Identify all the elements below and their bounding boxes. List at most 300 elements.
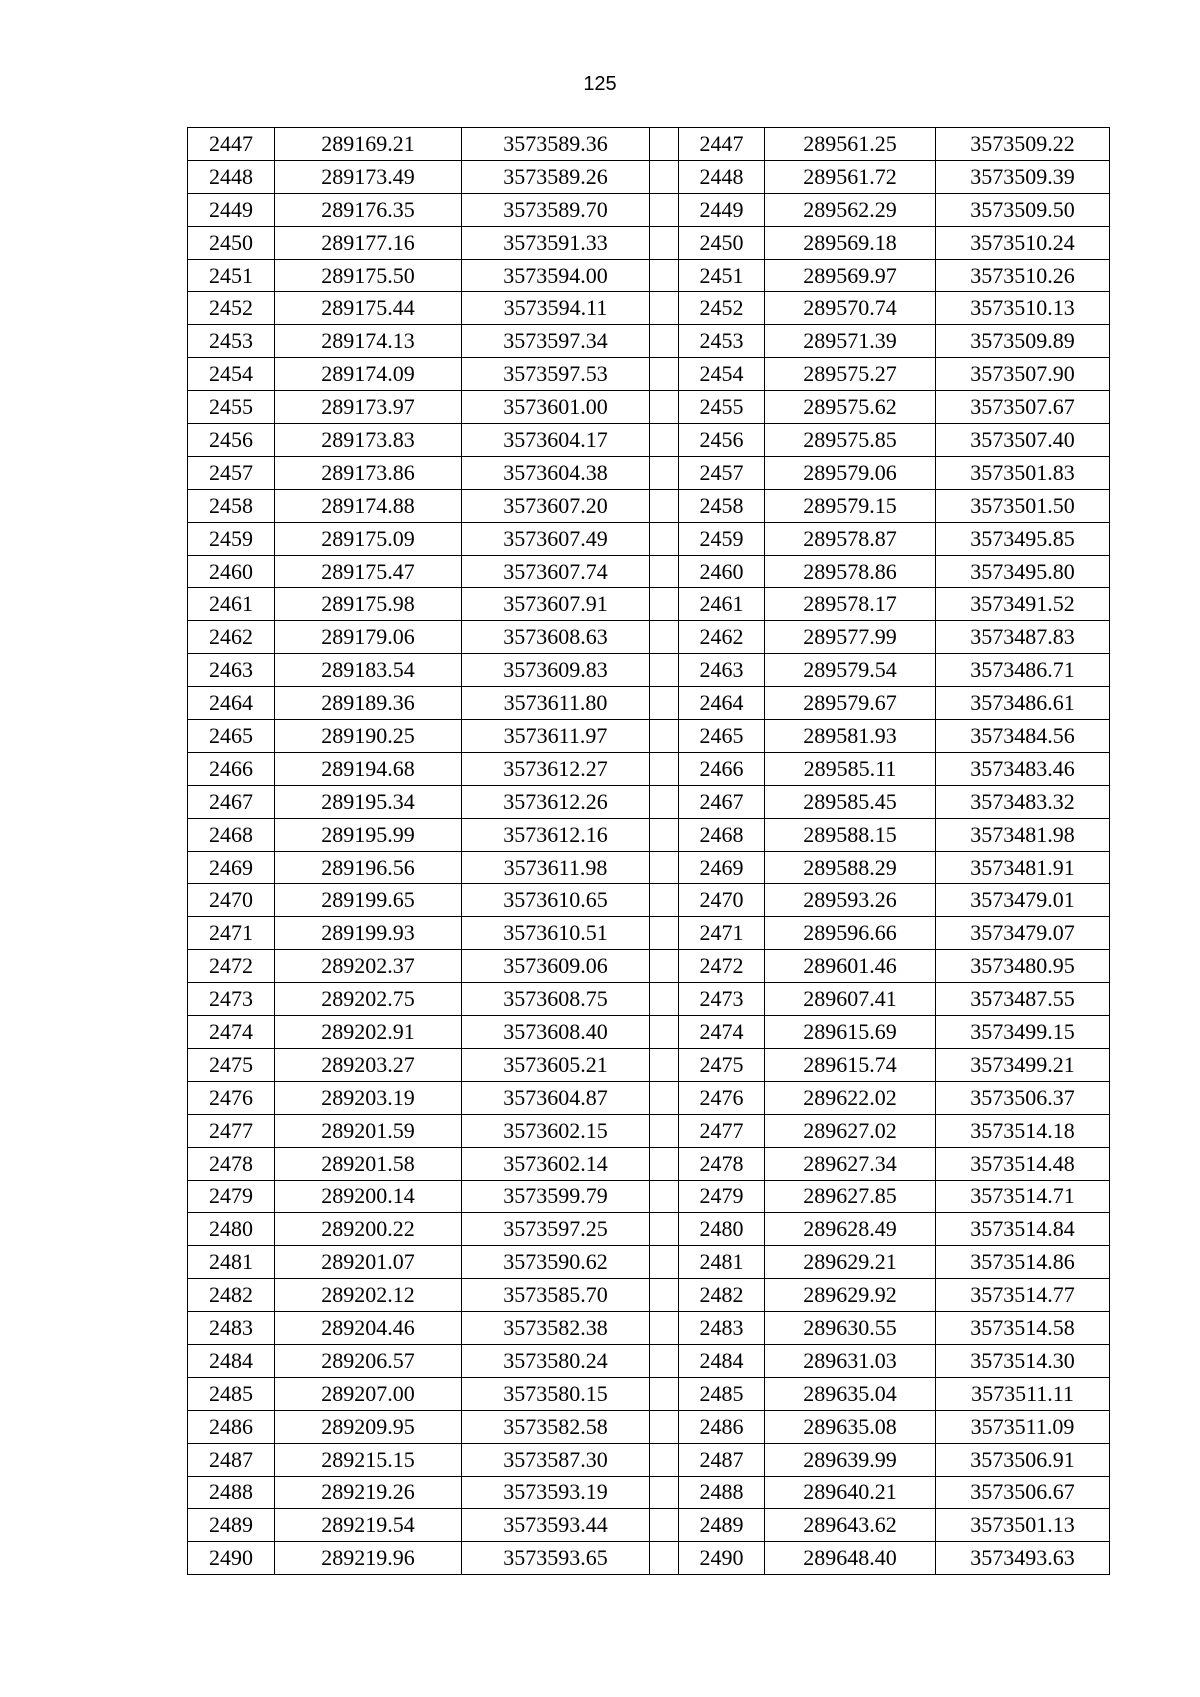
y-coordinate-right: 3573480.95: [936, 950, 1110, 983]
y-coordinate-left: 3573607.74: [462, 555, 650, 588]
point-number-right: 2463: [679, 654, 765, 687]
x-coordinate-left: 289173.86: [275, 456, 462, 489]
y-coordinate-left: 3573587.30: [462, 1443, 650, 1476]
x-coordinate-right: 289640.21: [765, 1476, 936, 1509]
table-row: [188, 1377, 1110, 1410]
coordinates-table-body: [188, 128, 1110, 1575]
point-number-right: 2448: [679, 160, 765, 193]
point-number-right: 2486: [679, 1410, 765, 1443]
y-coordinate-right: 3573514.86: [936, 1246, 1110, 1279]
point-number-right: 2490: [679, 1542, 765, 1575]
table-row: [188, 1279, 1110, 1312]
y-coordinate-left: 3573594.11: [462, 292, 650, 325]
point-number-right: 2484: [679, 1344, 765, 1377]
x-coordinate-right: 289629.92: [765, 1279, 936, 1312]
y-coordinate-right: 3573509.39: [936, 160, 1110, 193]
table-row: [188, 391, 1110, 424]
point-number-right: 2480: [679, 1213, 765, 1246]
x-coordinate-right: 289648.40: [765, 1542, 936, 1575]
point-number-left: 2490: [188, 1542, 275, 1575]
x-coordinate-right: 289627.34: [765, 1147, 936, 1180]
y-coordinate-left: 3573612.16: [462, 818, 650, 851]
point-number-right: 2470: [679, 884, 765, 917]
x-coordinate-right: 289578.86: [765, 555, 936, 588]
table-row: [188, 1016, 1110, 1049]
spacer-cell: [650, 193, 679, 226]
point-number-right: 2447: [679, 128, 765, 161]
table-row: [188, 193, 1110, 226]
y-coordinate-right: 3573481.98: [936, 818, 1110, 851]
table-row: [188, 1344, 1110, 1377]
table-row: [188, 1246, 1110, 1279]
x-coordinate-left: 289202.75: [275, 983, 462, 1016]
point-number-right: 2462: [679, 621, 765, 654]
x-coordinate-left: 289215.15: [275, 1443, 462, 1476]
table-row: [188, 654, 1110, 687]
x-coordinate-right: 289596.66: [765, 917, 936, 950]
point-number-left: 2451: [188, 259, 275, 292]
table-row: [188, 1081, 1110, 1114]
y-coordinate-right: 3573491.52: [936, 588, 1110, 621]
point-number-right: 2460: [679, 555, 765, 588]
point-number-left: 2470: [188, 884, 275, 917]
y-coordinate-left: 3573597.34: [462, 325, 650, 358]
y-coordinate-left: 3573582.38: [462, 1312, 650, 1345]
y-coordinate-left: 3573608.63: [462, 621, 650, 654]
coordinates-table: [187, 127, 1110, 1575]
table-row: [188, 1147, 1110, 1180]
y-coordinate-left: 3573582.58: [462, 1410, 650, 1443]
table-row: [188, 128, 1110, 161]
y-coordinate-left: 3573585.70: [462, 1279, 650, 1312]
x-coordinate-right: 289631.03: [765, 1344, 936, 1377]
y-coordinate-left: 3573607.49: [462, 522, 650, 555]
point-number-left: 2447: [188, 128, 275, 161]
y-coordinate-right: 3573514.84: [936, 1213, 1110, 1246]
x-coordinate-left: 289219.26: [275, 1476, 462, 1509]
table-row: [188, 1180, 1110, 1213]
point-number-right: 2483: [679, 1312, 765, 1345]
x-coordinate-right: 289570.74: [765, 292, 936, 325]
spacer-cell: [650, 325, 679, 358]
y-coordinate-left: 3573611.98: [462, 851, 650, 884]
x-coordinate-left: 289209.95: [275, 1410, 462, 1443]
y-coordinate-right: 3573514.58: [936, 1312, 1110, 1345]
spacer-cell: [650, 687, 679, 720]
point-number-left: 2481: [188, 1246, 275, 1279]
x-coordinate-left: 289207.00: [275, 1377, 462, 1410]
x-coordinate-left: 289219.54: [275, 1509, 462, 1542]
point-number-left: 2486: [188, 1410, 275, 1443]
x-coordinate-left: 289175.98: [275, 588, 462, 621]
spacer-cell: [650, 358, 679, 391]
spacer-cell: [650, 851, 679, 884]
table-row: [188, 1542, 1110, 1575]
point-number-right: 2456: [679, 424, 765, 457]
point-number-left: 2484: [188, 1344, 275, 1377]
x-coordinate-left: 289169.21: [275, 128, 462, 161]
point-number-left: 2475: [188, 1048, 275, 1081]
x-coordinate-right: 289601.46: [765, 950, 936, 983]
point-number-right: 2471: [679, 917, 765, 950]
x-coordinate-right: 289622.02: [765, 1081, 936, 1114]
point-number-left: 2459: [188, 522, 275, 555]
x-coordinate-right: 289561.72: [765, 160, 936, 193]
point-number-right: 2489: [679, 1509, 765, 1542]
y-coordinate-right: 3573499.15: [936, 1016, 1110, 1049]
x-coordinate-right: 289577.99: [765, 621, 936, 654]
table-row: [188, 1476, 1110, 1509]
y-coordinate-right: 3573509.22: [936, 128, 1110, 161]
page-number: 125: [583, 73, 617, 95]
spacer-cell: [650, 1048, 679, 1081]
table-row: [188, 522, 1110, 555]
y-coordinate-left: 3573580.24: [462, 1344, 650, 1377]
x-coordinate-left: 289173.49: [275, 160, 462, 193]
y-coordinate-right: 3573510.26: [936, 259, 1110, 292]
point-number-left: 2448: [188, 160, 275, 193]
x-coordinate-left: 289174.88: [275, 489, 462, 522]
y-coordinate-left: 3573601.00: [462, 391, 650, 424]
x-coordinate-left: 289179.06: [275, 621, 462, 654]
spacer-cell: [650, 1016, 679, 1049]
y-coordinate-left: 3573593.65: [462, 1542, 650, 1575]
x-coordinate-left: 289195.99: [275, 818, 462, 851]
x-coordinate-left: 289183.54: [275, 654, 462, 687]
y-coordinate-right: 3573481.91: [936, 851, 1110, 884]
point-number-right: 2477: [679, 1114, 765, 1147]
spacer-cell: [650, 884, 679, 917]
spacer-cell: [650, 160, 679, 193]
table-row: [188, 884, 1110, 917]
x-coordinate-right: 289639.99: [765, 1443, 936, 1476]
y-coordinate-right: 3573486.61: [936, 687, 1110, 720]
y-coordinate-right: 3573479.01: [936, 884, 1110, 917]
point-number-right: 2476: [679, 1081, 765, 1114]
x-coordinate-left: 289175.44: [275, 292, 462, 325]
spacer-cell: [650, 456, 679, 489]
point-number-right: 2451: [679, 259, 765, 292]
spacer-cell: [650, 1114, 679, 1147]
spacer-cell: [650, 1344, 679, 1377]
point-number-left: 2453: [188, 325, 275, 358]
table-row: [188, 424, 1110, 457]
y-coordinate-right: 3573511.11: [936, 1377, 1110, 1410]
point-number-left: 2467: [188, 785, 275, 818]
y-coordinate-right: 3573507.90: [936, 358, 1110, 391]
table-row: [188, 1114, 1110, 1147]
x-coordinate-right: 289585.11: [765, 752, 936, 785]
x-coordinate-left: 289173.97: [275, 391, 462, 424]
x-coordinate-right: 289588.15: [765, 818, 936, 851]
x-coordinate-right: 289575.62: [765, 391, 936, 424]
point-number-left: 2468: [188, 818, 275, 851]
table-row: [188, 621, 1110, 654]
point-number-left: 2456: [188, 424, 275, 457]
y-coordinate-left: 3573597.53: [462, 358, 650, 391]
point-number-right: 2481: [679, 1246, 765, 1279]
table-row: [188, 818, 1110, 851]
point-number-left: 2473: [188, 983, 275, 1016]
y-coordinate-right: 3573495.85: [936, 522, 1110, 555]
spacer-cell: [650, 1180, 679, 1213]
y-coordinate-left: 3573602.15: [462, 1114, 650, 1147]
spacer-cell: [650, 752, 679, 785]
y-coordinate-left: 3573604.38: [462, 456, 650, 489]
spacer-cell: [650, 1279, 679, 1312]
y-coordinate-left: 3573593.44: [462, 1509, 650, 1542]
spacer-cell: [650, 720, 679, 753]
x-coordinate-left: 289173.83: [275, 424, 462, 457]
table-row: [188, 456, 1110, 489]
spacer-cell: [650, 1312, 679, 1345]
x-coordinate-right: 289607.41: [765, 983, 936, 1016]
y-coordinate-right: 3573499.21: [936, 1048, 1110, 1081]
spacer-cell: [650, 1509, 679, 1542]
table-row: [188, 1213, 1110, 1246]
y-coordinate-right: 3573483.46: [936, 752, 1110, 785]
y-coordinate-right: 3573509.89: [936, 325, 1110, 358]
table-row: [188, 489, 1110, 522]
point-number-left: 2479: [188, 1180, 275, 1213]
point-number-left: 2471: [188, 917, 275, 950]
table-row: [188, 325, 1110, 358]
point-number-right: 2461: [679, 588, 765, 621]
x-coordinate-right: 289569.97: [765, 259, 936, 292]
x-coordinate-right: 289630.55: [765, 1312, 936, 1345]
x-coordinate-left: 289174.09: [275, 358, 462, 391]
x-coordinate-left: 289177.16: [275, 226, 462, 259]
y-coordinate-right: 3573509.50: [936, 193, 1110, 226]
spacer-cell: [650, 128, 679, 161]
spacer-cell: [650, 917, 679, 950]
y-coordinate-left: 3573610.65: [462, 884, 650, 917]
spacer-cell: [650, 588, 679, 621]
x-coordinate-left: 289202.12: [275, 1279, 462, 1312]
y-coordinate-left: 3573607.91: [462, 588, 650, 621]
spacer-cell: [650, 489, 679, 522]
point-number-left: 2463: [188, 654, 275, 687]
y-coordinate-left: 3573604.87: [462, 1081, 650, 1114]
y-coordinate-right: 3573514.30: [936, 1344, 1110, 1377]
y-coordinate-left: 3573599.79: [462, 1180, 650, 1213]
table-row: [188, 687, 1110, 720]
y-coordinate-right: 3573507.67: [936, 391, 1110, 424]
point-number-right: 2450: [679, 226, 765, 259]
x-coordinate-left: 289204.46: [275, 1312, 462, 1345]
y-coordinate-left: 3573590.62: [462, 1246, 650, 1279]
x-coordinate-right: 289629.21: [765, 1246, 936, 1279]
spacer-cell: [650, 1443, 679, 1476]
x-coordinate-left: 289194.68: [275, 752, 462, 785]
x-coordinate-right: 289635.04: [765, 1377, 936, 1410]
spacer-cell: [650, 950, 679, 983]
spacer-cell: [650, 259, 679, 292]
spacer-cell: [650, 1410, 679, 1443]
y-coordinate-right: 3573484.56: [936, 720, 1110, 753]
x-coordinate-right: 289643.62: [765, 1509, 936, 1542]
table-row: [188, 1443, 1110, 1476]
table-row: [188, 292, 1110, 325]
spacer-cell: [650, 621, 679, 654]
point-number-right: 2452: [679, 292, 765, 325]
point-number-right: 2472: [679, 950, 765, 983]
point-number-right: 2455: [679, 391, 765, 424]
y-coordinate-right: 3573506.37: [936, 1081, 1110, 1114]
spacer-cell: [650, 1377, 679, 1410]
spacer-cell: [650, 522, 679, 555]
x-coordinate-right: 289575.27: [765, 358, 936, 391]
y-coordinate-right: 3573514.77: [936, 1279, 1110, 1312]
table-row: [188, 1312, 1110, 1345]
point-number-left: 2469: [188, 851, 275, 884]
table-row: [188, 917, 1110, 950]
x-coordinate-right: 289579.15: [765, 489, 936, 522]
point-number-right: 2469: [679, 851, 765, 884]
spacer-cell: [650, 1147, 679, 1180]
point-number-left: 2478: [188, 1147, 275, 1180]
x-coordinate-right: 289615.74: [765, 1048, 936, 1081]
spacer-cell: [650, 818, 679, 851]
y-coordinate-right: 3573483.32: [936, 785, 1110, 818]
point-number-left: 2482: [188, 1279, 275, 1312]
point-number-left: 2476: [188, 1081, 275, 1114]
point-number-right: 2453: [679, 325, 765, 358]
table-row: [188, 983, 1110, 1016]
table-row: [188, 720, 1110, 753]
point-number-left: 2483: [188, 1312, 275, 1345]
x-coordinate-right: 289581.93: [765, 720, 936, 753]
point-number-right: 2449: [679, 193, 765, 226]
spacer-cell: [650, 555, 679, 588]
point-number-left: 2472: [188, 950, 275, 983]
x-coordinate-right: 289569.18: [765, 226, 936, 259]
point-number-left: 2477: [188, 1114, 275, 1147]
y-coordinate-right: 3573487.83: [936, 621, 1110, 654]
y-coordinate-right: 3573510.24: [936, 226, 1110, 259]
y-coordinate-right: 3573501.13: [936, 1509, 1110, 1542]
spacer-cell: [650, 1081, 679, 1114]
y-coordinate-left: 3573609.83: [462, 654, 650, 687]
point-number-left: 2455: [188, 391, 275, 424]
y-coordinate-left: 3573612.26: [462, 785, 650, 818]
x-coordinate-left: 289176.35: [275, 193, 462, 226]
y-coordinate-right: 3573510.13: [936, 292, 1110, 325]
point-number-left: 2485: [188, 1377, 275, 1410]
x-coordinate-left: 289189.36: [275, 687, 462, 720]
point-number-right: 2485: [679, 1377, 765, 1410]
table-row: [188, 851, 1110, 884]
x-coordinate-right: 289593.26: [765, 884, 936, 917]
y-coordinate-right: 3573493.63: [936, 1542, 1110, 1575]
y-coordinate-right: 3573501.83: [936, 456, 1110, 489]
table-row: [188, 555, 1110, 588]
table-row: [188, 950, 1110, 983]
x-coordinate-left: 289199.93: [275, 917, 462, 950]
x-coordinate-left: 289206.57: [275, 1344, 462, 1377]
y-coordinate-right: 3573507.40: [936, 424, 1110, 457]
point-number-right: 2474: [679, 1016, 765, 1049]
point-number-left: 2489: [188, 1509, 275, 1542]
point-number-right: 2473: [679, 983, 765, 1016]
point-number-right: 2468: [679, 818, 765, 851]
x-coordinate-left: 289203.27: [275, 1048, 462, 1081]
spacer-cell: [650, 1542, 679, 1575]
spacer-cell: [650, 1246, 679, 1279]
x-coordinate-left: 289201.58: [275, 1147, 462, 1180]
point-number-right: 2482: [679, 1279, 765, 1312]
x-coordinate-left: 289195.34: [275, 785, 462, 818]
table-row: [188, 358, 1110, 391]
y-coordinate-right: 3573479.07: [936, 917, 1110, 950]
y-coordinate-left: 3573608.40: [462, 1016, 650, 1049]
table-row: [188, 752, 1110, 785]
table-row: [188, 785, 1110, 818]
x-coordinate-right: 289585.45: [765, 785, 936, 818]
x-coordinate-right: 289575.85: [765, 424, 936, 457]
point-number-right: 2478: [679, 1147, 765, 1180]
y-coordinate-left: 3573607.20: [462, 489, 650, 522]
y-coordinate-left: 3573594.00: [462, 259, 650, 292]
point-number-left: 2462: [188, 621, 275, 654]
spacer-cell: [650, 785, 679, 818]
y-coordinate-right: 3573506.91: [936, 1443, 1110, 1476]
table-row: [188, 226, 1110, 259]
table-row: [188, 1048, 1110, 1081]
y-coordinate-left: 3573608.75: [462, 983, 650, 1016]
y-coordinate-left: 3573580.15: [462, 1377, 650, 1410]
point-number-right: 2467: [679, 785, 765, 818]
y-coordinate-left: 3573602.14: [462, 1147, 650, 1180]
point-number-left: 2480: [188, 1213, 275, 1246]
y-coordinate-right: 3573486.71: [936, 654, 1110, 687]
y-coordinate-left: 3573589.70: [462, 193, 650, 226]
spacer-cell: [650, 654, 679, 687]
point-number-right: 2458: [679, 489, 765, 522]
x-coordinate-left: 289202.37: [275, 950, 462, 983]
spacer-cell: [650, 226, 679, 259]
x-coordinate-right: 289579.54: [765, 654, 936, 687]
point-number-left: 2450: [188, 226, 275, 259]
y-coordinate-left: 3573605.21: [462, 1048, 650, 1081]
y-coordinate-left: 3573609.06: [462, 950, 650, 983]
point-number-right: 2464: [679, 687, 765, 720]
x-coordinate-left: 289219.96: [275, 1542, 462, 1575]
spacer-cell: [650, 424, 679, 457]
spacer-cell: [650, 983, 679, 1016]
table-row: [188, 259, 1110, 292]
x-coordinate-right: 289578.87: [765, 522, 936, 555]
y-coordinate-right: 3573487.55: [936, 983, 1110, 1016]
x-coordinate-left: 289175.47: [275, 555, 462, 588]
x-coordinate-right: 289579.06: [765, 456, 936, 489]
x-coordinate-left: 289200.22: [275, 1213, 462, 1246]
y-coordinate-left: 3573589.36: [462, 128, 650, 161]
spacer-cell: [650, 1213, 679, 1246]
y-coordinate-left: 3573611.97: [462, 720, 650, 753]
table-row: [188, 1509, 1110, 1542]
point-number-left: 2464: [188, 687, 275, 720]
point-number-left: 2457: [188, 456, 275, 489]
point-number-right: 2487: [679, 1443, 765, 1476]
x-coordinate-left: 289201.07: [275, 1246, 462, 1279]
y-coordinate-right: 3573514.18: [936, 1114, 1110, 1147]
point-number-left: 2458: [188, 489, 275, 522]
spacer-cell: [650, 292, 679, 325]
y-coordinate-left: 3573611.80: [462, 687, 650, 720]
point-number-right: 2459: [679, 522, 765, 555]
x-coordinate-right: 289562.29: [765, 193, 936, 226]
